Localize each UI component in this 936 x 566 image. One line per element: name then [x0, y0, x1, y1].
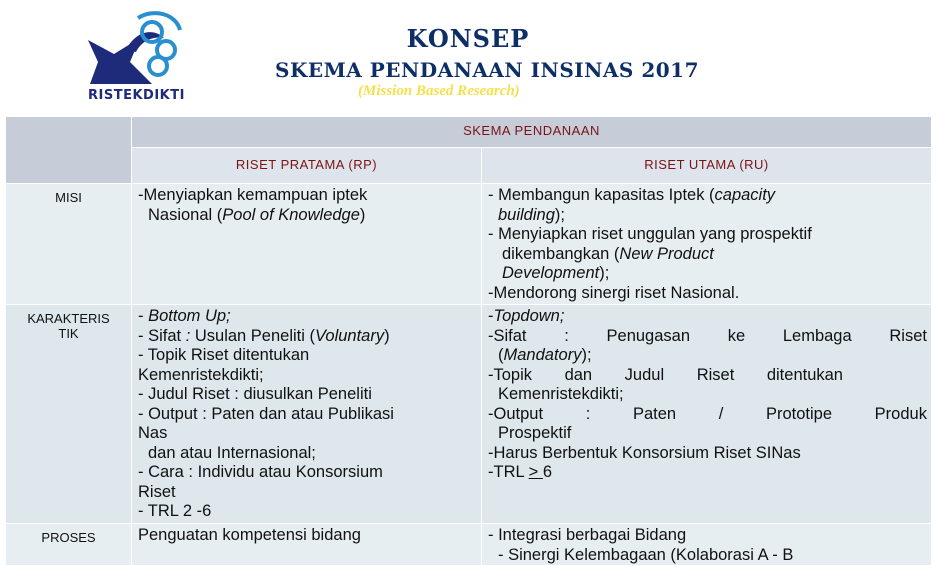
- text-line: (Mandatory);: [498, 346, 592, 364]
- text-line: - Sifat : Usulan Peneliti (Voluntary): [138, 326, 390, 345]
- table-header-row-group: [6, 117, 932, 148]
- text-line: - Sinergi Kelembagaan (Kolaborasi A - B: [498, 545, 794, 564]
- text-line: Kemenristekdikti;: [138, 365, 264, 384]
- text-line: -Harus Berbentuk Konsorsium Riset SINas: [488, 443, 801, 462]
- misi-rp-cell: [132, 184, 482, 305]
- text-line: Penguatan kompetensi bidang: [138, 526, 361, 544]
- funding-scheme-table: [5, 116, 932, 566]
- text-line: -Topdown;: [488, 307, 565, 325]
- proses-rp-cell: [132, 524, 482, 566]
- text-line: Development);: [502, 264, 610, 282]
- group-header: SKEMA PENDANAAN: [132, 117, 932, 148]
- logo-text: RISTEKDIKTI: [88, 88, 185, 103]
- text-line: dikembangkan (New Product: [502, 244, 714, 263]
- text-line: -Sifat : Penugasan ke Lembaga Riset: [488, 326, 927, 345]
- text-line: - Judul Riset : diusulkan Peneliti: [138, 385, 372, 403]
- text-line: Nasional (Pool of Knowledge): [148, 205, 366, 224]
- table-row: [6, 305, 932, 524]
- header-corner-cell: [6, 117, 132, 184]
- table-row: [6, 184, 932, 305]
- page-title: KONSEP: [406, 24, 530, 53]
- text-line: -Topik dan Judul Riset ditentukan: [488, 365, 843, 384]
- text-line: building);: [498, 205, 565, 224]
- page-tagline: (Mission Based Research): [358, 83, 520, 99]
- table-header-row-columns: [6, 148, 932, 184]
- text-line: Kemenristekdikti;: [498, 385, 624, 403]
- text-line: - Topik Riset ditentukan: [138, 346, 310, 364]
- text-line: -Menyiapkan kemampuan iptek: [138, 186, 368, 204]
- text-line: Nas: [138, 424, 168, 442]
- column-header-ru: RISET UTAMA (RU): [482, 148, 932, 184]
- column-header-rp: RISET PRATAMA (RP): [132, 148, 482, 184]
- text-line: -Output : Paten / Prototipe Produk: [488, 404, 927, 423]
- karakteristik-ru-cell: [482, 305, 932, 524]
- text-line: - Menyiapkan riset unggulan yang prospektif: [488, 225, 812, 243]
- karakteristik-rp-cell: [132, 305, 482, 524]
- text-line: Riset: [138, 482, 176, 501]
- text-line: - Integrasi berbagai Bidang: [488, 526, 687, 544]
- row-label-proses: PROSES: [6, 524, 132, 566]
- page-subtitle: SKEMA PENDANAAN INSINAS 2017: [275, 58, 699, 82]
- text-line: dan atau Internasional;: [148, 443, 316, 462]
- text-line: - Output : Paten dan atau Publikasi: [138, 404, 394, 423]
- text-line: - TRL 2 -6: [138, 502, 212, 520]
- text-line: - Membangun kapasitas Iptek (capacity: [488, 186, 776, 204]
- text-line: - Bottom Up;: [138, 307, 231, 325]
- misi-ru-cell: [482, 184, 932, 305]
- row-label-misi: MISI: [6, 184, 132, 305]
- text-line: -Mendorong sinergi riset Nasional.: [488, 283, 740, 302]
- text-line: -TRL > 6: [488, 463, 553, 481]
- table-row: [6, 524, 932, 566]
- row-label-karakteristik: KARAKTERIS TIK: [6, 305, 132, 524]
- proses-ru-cell: [482, 524, 932, 566]
- text-line: Prospektif: [498, 424, 572, 442]
- text-line: - Cara : Individu atau Konsorsium: [138, 463, 383, 481]
